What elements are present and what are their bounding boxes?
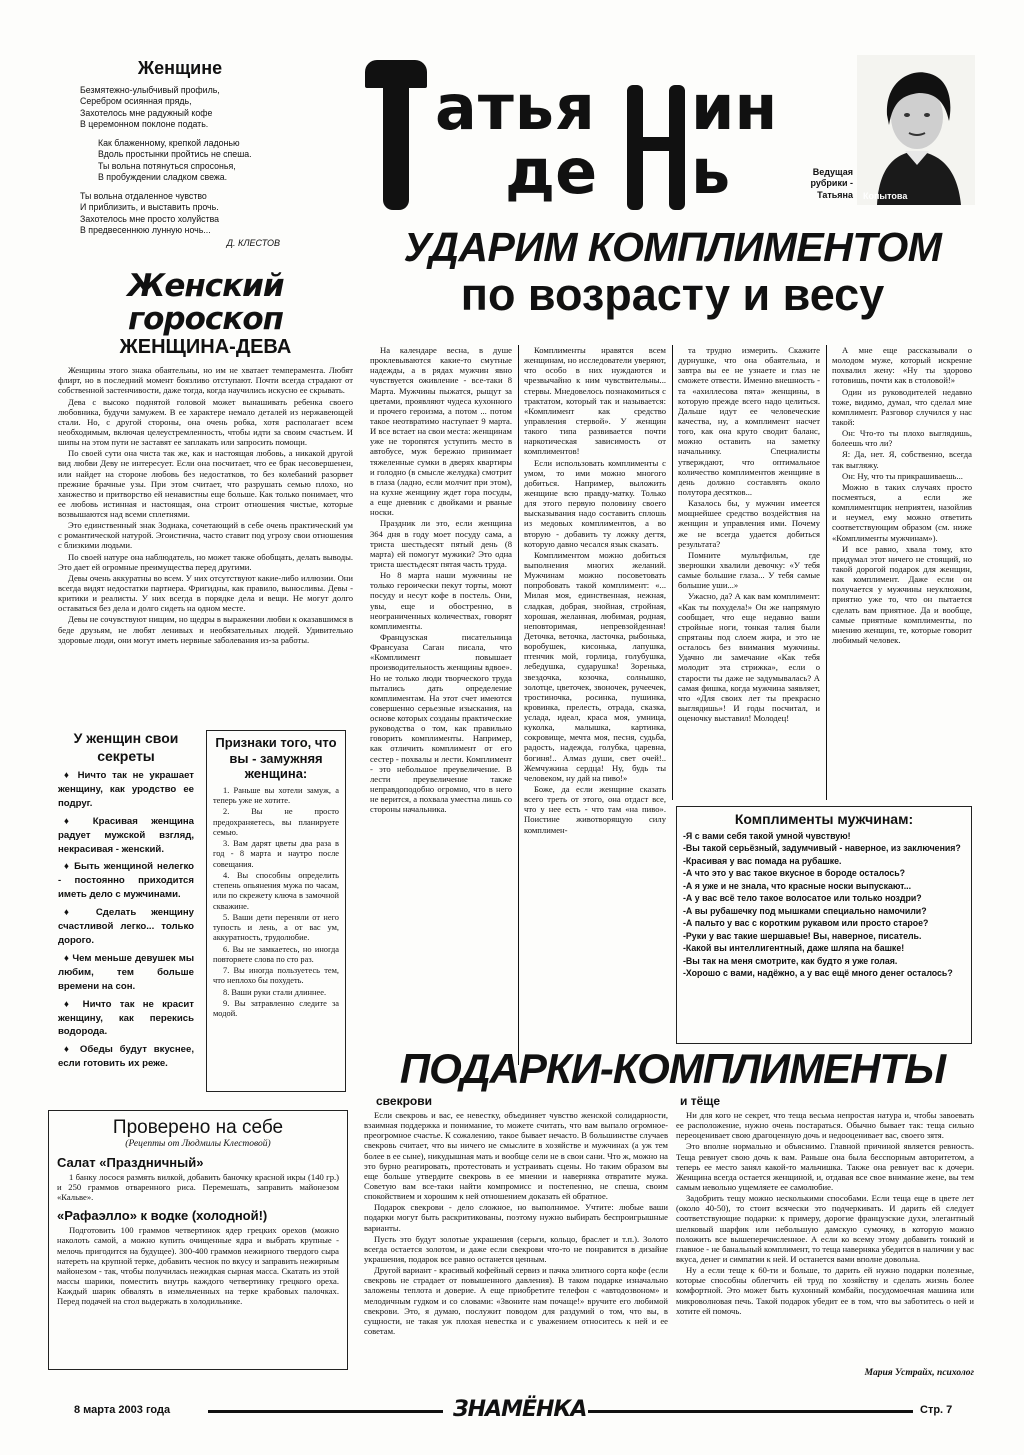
column-divider (672, 345, 673, 800)
headline-line-2: по возрасту и весу (460, 269, 885, 321)
signs-list: 1. Раньше вы хотели замуж, а теперь уже не хотите. 2. Вы не просто предохраняетесь, вы планируете семью. 3. Вам дарят цветы два раза в год - 8 марта и наутро после совещания. 4. Вы способны определить степень опьянения мужа по часам, или по скрежету ключа в замочной скважине. 5. Ваши дети переняли от него тупость и лень, а от вас ум, аккуратность, трудолюбие. 6. Вы не замкаетесь, но иногда повторяете слова по сто раз. 7. Вы иногда пользуетесь тем, что неплохо бы похудеть. 8. Ваши руки стали длиннее. 9. Вы затравленно следите за модой. (213, 785, 339, 1019)
compliment-item: -Вы такой серьёзный, задумчивый - наверное, из заключения? (683, 843, 961, 854)
masthead-word-1: атья (435, 71, 596, 144)
article-column-4: А мне еще рассказывали о молодом муже, который искренне похвалил жену: «Ну ты здорово готовишь, почти как в столовой!» Один из руководителей недавно тоже, видимо, думал, что сделал мне комплимент. Разговор случился у нас такой: Он: Что-то ты плохо выглядишь, болеешь что ли? Я: Да, нет. Я, собственно, всегда так выгляжу. Он: Ну, что ты прикрашиваешь... Можно в таких случаях просто посмеяться, а если же комплиментщик неприятен, назойлив и неумел, ему можно ответить соответствующим образом (см. ниже «Комплименты мужчинам»). И все равно, хвала тому, кто придумал этот ничего не стоящий, но такой дорогой подарок для женщин, как комплимент. Даже если он получается у мужчины неуклюжим, приятно уже то, что он пытается сделать вам приятное. Да и вообще, самые приятные комплименты, по мнению женщин, те, которые говорит любимый человек. (832, 345, 972, 645)
secrets-block (58, 730, 194, 1075)
poem-stanza: Как блаженному, крепкой ладонью Вдоль простынки пройтись не спеша. Ты вольна потянуться спросонья, В пробуждении сладком свежа. (98, 138, 252, 182)
column-divider (826, 345, 827, 800)
horoscope-title: Женский гороскоп (127, 268, 284, 337)
footer-rule-left (208, 1410, 443, 1413)
compliments-list (683, 830, 965, 980)
compliment-item: -А пальто у вас с коротким рукавом или просто старое? (683, 918, 929, 929)
column-masthead (365, 55, 975, 220)
big-n-letter (627, 85, 685, 210)
headline-line-1: УДАРИМ КОМПЛИМЕНТОМ (403, 224, 942, 270)
recipe-2-text: Подготовить 100 граммов четвертинок ядер грецких орехов (можно наколоть самой, а можно купить очищенные ядра и выбрать крупные - мелочь пригодится на будущее). 300-400 граммов нежирного твердого сыра натереть на крупной терке, добавить чеснок по вкусу и заправить нежирным майонезом - так, чтобы получилась нежидкая сырная масса. Скатать из этой массы шарики, поместить внутрь каждого четвертинку грецкого ореха. Каждый шарик обвалять в измельченных на терке крабовых палочках. Перед подачей на стол выдержать в холодильнике. (57, 1225, 339, 1307)
secret-item: ♦ Красивая женщина радует мужской взгляд, некрасивая - женский. (58, 815, 194, 855)
recipe-1-title: Салат «Праздничный» (57, 1154, 204, 1170)
recipes-title: Проверено на себе (112, 1117, 284, 1138)
horoscope-subtitle: ЖЕНЩИНА-ДЕВА (119, 336, 292, 359)
poem-author: Д. КЛЕСТОВ (226, 238, 280, 248)
secrets-list (58, 769, 194, 1071)
big-t-letter (365, 60, 427, 210)
gifts-signature: Мария Устрайх, психолог (864, 1368, 974, 1378)
host-surname: Копытова (863, 191, 908, 201)
compliment-item: -Вы так на меня смотрите, как будто я уже голая. (683, 955, 898, 966)
poem-title: Женщине (137, 58, 223, 78)
compliment-item: -Я с вами себя такой умной чувствую! (683, 831, 851, 841)
poem-stanza: Безмятежно-улыбчивый профиль, Серебром осиянная прядь, Захотелось мне радужный кофе В церемонном поклоне подать. (80, 85, 220, 129)
article-column-2: Комплименты нравятся всем женщинам, но исследователи уверяют, что особо в них нуждаются и чрезвычайно к ним чувствительны... стервы. Мнедовелось познакомиться с трактатом, который так и называется: «Комплимент как средство управления стервой». У женщин такого типа развивается почти наркотическая зависимость от комплиментов! Если использовать комплименты с умом, то ими можно многого добиться. Например, выложить женщине всю правду-матку. Только для этого первую половину своего высказывания надо составить сплошь из медовых комплиментов, а во вторую - добавить ту ложку дегтя, которую давно чесался язык сказать. Комплиментом можно добиться выполнения многих желаний. Мужчинам можно посоветовать попробовать такой комплимент: «... Милая моя, единственная, нежная, сладкая, добрая, знойная, стройная, хорошая, желанная, любимая, родная, неповторимая, непревзойденная! Деточка, веточка, ласточка, рыбонька, воробушек, кисонька, лапушка, птенчик мой, горлица, голубушка, лебедушка, сударушка! Зоренька, звездочка, козочка, солнышко, золотце, цветочек, звоночек, ручеечек, тростиночка, росинка, пушинка, кровинка, прелесть, отрада, сказка, услада, идеал, краса моя, умница, куколка, малышка, картинка, сокровище, мечта моя, песня, судьба, радость, надежда, голубка, царевна, богиня!.. Алмаз души, свет очей!.. Жемчужина сердца! Ну, будь ты человеком, ну дай на пиво!» Боже, да если женщине сказать всего треть от этого, она отдаст все, что у нее есть - что там «на пиво». Поистине животворящую силу комплимен- (524, 345, 666, 835)
compliment-item: -Какой вы интеллигентный, даже шляпа на башке! (683, 943, 905, 954)
poem-stanza: Ты вольна отдаленное чувство И приблизить, и выставить прочь. Захотелось мне просто холуйства В предвесеннюю лунную ночь... (80, 191, 220, 235)
horoscope-block (58, 270, 353, 646)
footer-page: Стр. 7 (920, 1404, 953, 1416)
recipe-2-title: «Рафаэлло» к водке (холодной!) (57, 1208, 268, 1224)
compliments-title: Комплименты мужчинам: (734, 811, 914, 827)
masthead-word-2b: ь (691, 135, 731, 208)
secret-item: ♦ Ничто так не украшает женщину, как уродство ее подруг. (58, 770, 194, 809)
footer (48, 1395, 978, 1425)
secret-item: ♦ Обеды будут вкуснее, если готовить их реже. (58, 1044, 195, 1070)
signs-title: Признаки того, что вы - замужняя женщина: (215, 735, 337, 782)
compliments-box (676, 806, 972, 1044)
recipe-1-text: 1 банку лосося размять вилкой, добавить баночку красной икры (140 гр.) и 250 граммов отваренного риса. Перемешать, заправить майонезом «Кальве». (57, 1171, 339, 1203)
secret-item: ♦ Быть женщиной нелегко - постоянно приходится иметь дело с мужчинами. (58, 861, 194, 901)
horoscope-text: Женщины этого знака обаятельны, но им не хватает темперамента. Любят флирт, но в последний момент боязливо отступают. Почти всегда страдают от собственной застенчивости, даже тогда, когда научились искусно ее скрывать. Дева с высоко поднятой головой может вынашивать ребенка своего любовника, будучи замужем. В ее характере немало деталей из нержавеющей стали. Но, с другой стороны, она очень робка, хотя располагает всем необходимым, включая целеустремленность, чтобы идти за своим счастьем. И шипы на этом пути не заставят ее заплакать или запросить помощи. По своей сути она чиста так же, как и настоящая любовь, а никакой другой вид любви Деву не интересует. Если она посчитает, что ее брак несовершенен, или найдет на стороне любовь без недостатков, то без колебаний разорвет прежние брачные узы. При этом считает, что разрушать семью плохо, но ханжество и притворство ей ненавистны еще больше. Как только понимает, что ее любовь истинная и настоящая, она строит отношения чистые, которые возвышаются над всеми сплетнями. Это единственный знак Зодиака, сочетающий в себе очень практический ум с романтической натурой. Эгоистична, часто ставит под угрозу свои отношения с близкими людьми. По своей натуре она наблюдатель, но может также обобщать, делать выводы. Это дает ей огромные преимущества перед другими. Девы очень аккуратны во всем. У них отсутствуют какие-либо иллюзии. Они всегда видят недостатки партнера. Фригидны, как правило, выносливы. Девы - критики и реалисты. У них всегда в порядке дела и вещи. Не могут долго оставаться без дела и долго сидеть на одном месте. Девы не сочувствуют нищим, но щедры в выражении любви к оказавшимся в беде друзьям, не любят ленивых и необязательных людей. Удивительно здоровые люди, они могут иметь нервные заболевания из-за работы. (58, 365, 353, 645)
portrait-image (857, 55, 975, 205)
host-label: Ведущая рубрики - Татьяна (810, 167, 853, 200)
article-column-1: На календаре весна, в душе проклевываются какие-то смутные надежды, а в рядах мужчин явно чувствуется оживление - все-таки 8 Марта. Мужчины пыжатся, рыщут за цветами, проявляют чудеса кухонного и прочего героизма, а потом ... потом такое неотвратимо наступает 9 марта. И все встает на свои места: женщинам уже не торопятся уступить место в автобусе, муж бережно принимает тяжеленные сумки в дверях квартиры и голодно (в смысле желудка) смотрит в глаза (ладно, если молчит при этом), на кухне женщину ждет гора посуды, а еще дневник с двойками и рваные носки. Праздник ли это, если женщина 364 дня в году моет посуду сама, а триста шестьдесят пятый день (8 марта) ей помогут мужики? Это одна триста шестьдесят пятая часть труда. Но 8 марта наши мужчины не только героически пекут торты, моют посуду и несут кофе в постель. Они, увы, еще и обостренно, в неограниченных количествах, говорят комплименты. Французская писательница Франсуаза Саган писала, что «Комплимент повышает производительность женщины вдвое». Но не только люди творческого труда пытались дать определение комплиментам. На этот счет имеются совершенно серьезные изыскания, на основе которых созданы практические руководства о том, как правильно говорить комплименты. Например, как отличить комплимент от его сестер - похвалы и лести. Комплимент - это небольшое преувеличение. В лести преувеличение также неправдоподобно огромно, что в него не верится, а похвала уместна лишь со стороны начальника. (370, 345, 512, 815)
masthead-word-2: де (505, 135, 598, 208)
footer-date: 8 марта 2003 года (74, 1404, 171, 1416)
compliment-item: -Хорошо с вами, надёжно, а у вас ещё много денег осталось? (683, 968, 953, 979)
main-headline (370, 225, 975, 320)
compliment-item: -Красивая у вас помада на рубашке. (683, 855, 842, 866)
gifts-left-column: Если свекровь и вас, ее невестку, объединяет чувство женской солидарности, взаимная поддержка и понимание, то можете считать, что вам выпало огромное-преогромное счастье. К сожалению, такое бывает нечасто. В большинстве случаев свекровь считает, что вы ничего не смыслите в хозяйстве и мужчинах (а уж тем более в ее сыне), никудышная мать и вообще сели не в свои сани. Что ж, можно на это бурно реагировать, протестовать и устраивать сцены. Но таким образом вы еще больше утвердите свекровь в ее мнении и наверняка отвратите мужа. Советую вам все-таки найти компромисс и постепенно, не спеша, своим спокойствием и хорошим к ней отношением доказать ей обратное. Подарок свекрови - дело сложное, но выполнимое. Учтите: любые ваши подарки могут быть раскритикованы, поэтому нужно выбирать беспроигрышные варианты. Пусть это будут золотые украшения (серьги, кольцо, браслет и т.п.). Золото всегда остается золотом, и даже если свекрови что-то не понравится в дизайне украшения, подарок все равно останется ценным. Другой вариант - красивый кофейный сервиз и пачка элитного сорта кофе (если свекровь не страдает от повышенного давления). В таком подарке изначально заложены теплота и доверие. А еще приобретите телефон с «автодозвоном» и мелодичным гудком и со словами: «Звоните нам почаще!» вручите его любимой свекрови. Это, я думаю, послужит поводом для раздумий о том, что вы, в сущности, не такая уж плохая невестка и с уважением относитесь к ней и ее советам. (364, 1110, 668, 1336)
gifts-right-column: Ни для кого не секрет, что теща весьма непростая натура и, чтобы завоевать ее расположение, нужно очень постараться. Обычно бывает так: теща сильно переоценивает свою драгоценную дочь и недооценивает вас, своего зятя. Это вполне нормально и объяснимо. Главной причиной является ревность. Теща ревнует свою дочь к вам. Раньше она была бесспорным авторитетом, а теперь ее место занял какой-то мальчишка. Также она ревнует вас к дочери. Женщина всегда остается женщиной, и, отдавая все свое внимание жене, вы тем самым невольно ущемляете ее самолюбие. Задобрить тещу можно несколькими способами. Если теща еще в цвете лет (около 40-50), то стоит всячески это подчеркивать. И дарить ей следует соответствующие подарки: к примеру, дорогие французские духи, элегантный шелковый шарфик или небольшую дамскую сумочку, в которую можно положить все вышеперечисленное. А если ко всему этому добавить тонкий и главное - не банальный комплимент, то теща наверняка убедится в наличии у вас вкуса, денег и симпатии к ней. И останется вами вполне довольна. Ну а если теще к 60-ти и больше, то дарить ей нужно подарки полезные, которые способны облегчить ей труд по хозяйству и сделать жизнь более комфортной. Это может быть кухонный комбайн, посудомоечная машина или микроволновая печь. Такой подарок убедит ее в том, что вы заботитесь о ней и хотите ей помочь. (676, 1110, 974, 1316)
footer-rule-right (588, 1410, 913, 1413)
compliment-item: -А вы рубашечку под мышками специально намочили? (683, 905, 927, 916)
recipes-box (48, 1110, 348, 1370)
gifts-headline: ПОДАРКИ-КОМПЛИМЕНТЫ (399, 1045, 946, 1092)
article-column-3: та трудно измерить. Скажите дурнушке, что она обаятельна, и завтра вы ее не узнаете и глаз не сможете отвести. Именно внешность - та «ахиллесова пята» женщины, в которую прежде всего надо целиться. Дальше идут ее человеческие качества, ну, а комплимент насчет того, как она круто сводит баланс, можно оставить на заметку начальнику. Специалисты утверждают, что оптимальное количество комплиментов женщине в день должно составлять около полутора десятков... Казалось бы, у мужчин имеется мощнейшее средство воздействия на женщин и управления ими. Почему же не всегда удается добиться результата? Помните мультфильм, где зверюшки хвалили девочку: «У тебя самые большие глаза... У тебя самые большие уши...» Ужасно, да? А как вам комплимент: «Как ты похудела!» Он же напрямую сообщает, что еще недавно ваши стройные ноги, тонкая талия были спрятаны под слоем жира, и это не осталось без внимания мужчины. Удачно ли замечание «Как тебя молодит эта стрижка», если о старости ты даже не задумывалась? А самая фишка, когда мужчина заявляет, что «Для своих лет ты прекрасно выглядишь»! И годы посчитал, и оценочку выставил! Молодец! (678, 345, 820, 724)
footer-logo: ЗНАМЁНКА (453, 1397, 587, 1422)
compliment-item: -А я уже и не знала, что красные носки выпускают... (683, 880, 912, 891)
poem-block (80, 58, 280, 248)
host-photo (857, 55, 975, 205)
masthead-word-1b: ин (691, 71, 778, 144)
recipes-subtitle: (Рецепты от Людмилы Клестовой) (125, 1138, 271, 1149)
secret-item: ♦ Ничто так не красит женщину, как перекись водорода. (58, 998, 194, 1038)
gifts-right-head: и тёще (680, 1094, 721, 1108)
signs-box (206, 730, 346, 1092)
secrets-title: У женщин свои секреты (73, 730, 179, 764)
secret-item: ♦ Сделать женщину счастливой легко... только дорого. (58, 907, 194, 946)
compliment-item: -А у вас всё тело такое волосатое или только ноздри? (683, 893, 922, 904)
secret-item: ♦ Чем меньше девушек мы любим, тем больше времени на сон. (58, 952, 195, 992)
column-divider (518, 345, 519, 1065)
compliment-item: -А что это у вас такое вкусное в бороде осталось? (683, 868, 906, 879)
compliment-item: -Руки у вас такие шершавые! Вы, наверное, писатель. (683, 930, 922, 941)
gifts-left-head: свекрови (376, 1094, 432, 1108)
